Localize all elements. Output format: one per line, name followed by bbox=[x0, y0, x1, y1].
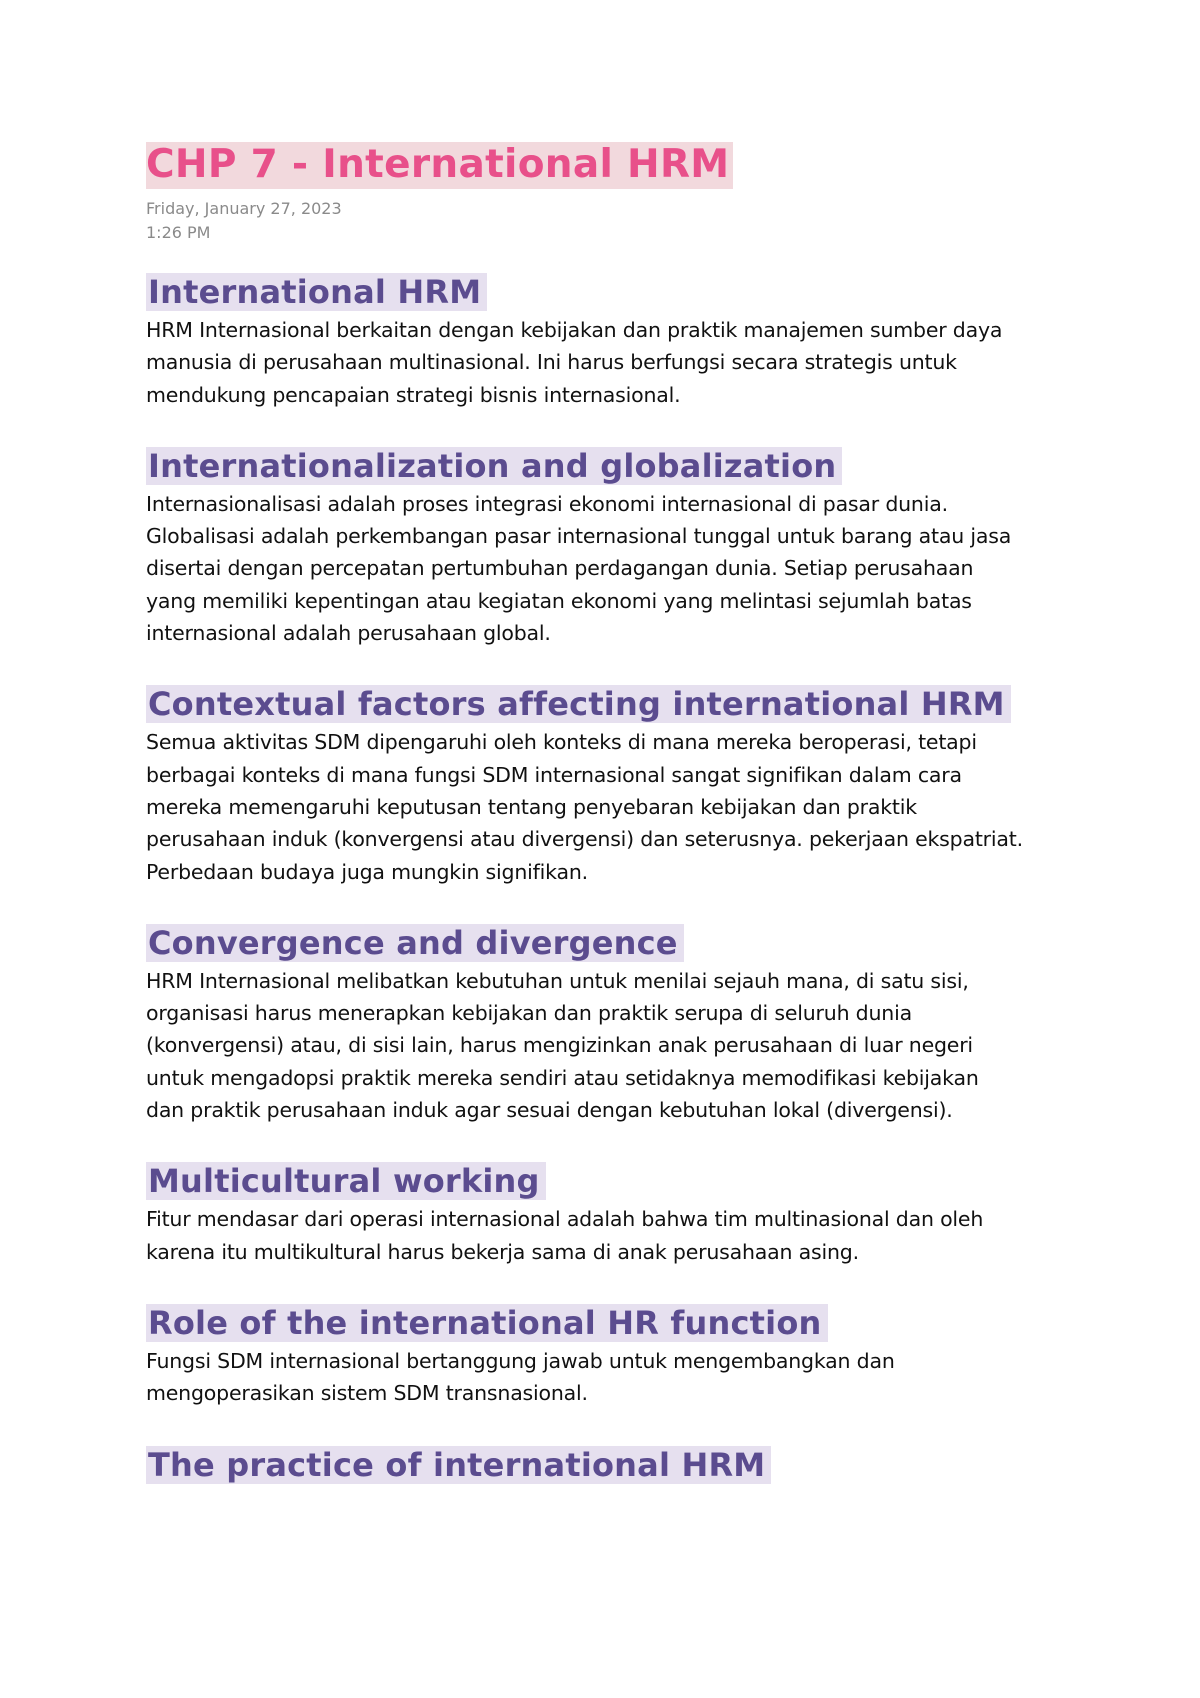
section-heading[interactable]: International HRM bbox=[146, 273, 487, 311]
section-heading[interactable]: Internationalization and globalization bbox=[146, 447, 842, 485]
paragraph-line: berbagai konteks di mana fungsi SDM internasional sangat signifikan dalam cara bbox=[146, 762, 962, 787]
paragraph-line: untuk mengadopsi praktik mereka sendiri atau setidaknya memodifikasi kebijakan bbox=[146, 1065, 979, 1090]
paragraph-line: dan praktik perusahaan induk agar sesuai dengan kebutuhan lokal (divergensi). bbox=[146, 1098, 953, 1123]
paragraph-line: yang memiliki kepentingan atau kegiatan ekonomi yang melintasi sejumlah batas bbox=[146, 588, 972, 613]
paragraph-line: Perbedaan budaya juga mungkin signifikan. bbox=[146, 859, 588, 884]
section-paragraph[interactable] bbox=[146, 965, 1086, 1126]
note-metadata bbox=[146, 197, 1086, 245]
note-date: Friday, January 27, 2023 bbox=[146, 199, 342, 218]
paragraph-line: Semua aktivitas SDM dipengaruhi oleh konteks di mana mereka beroperasi, tetapi bbox=[146, 730, 977, 755]
section-role-hr-function bbox=[146, 1304, 1086, 1410]
section-internationalization-globalization bbox=[146, 447, 1086, 649]
section-international-hrm bbox=[146, 273, 1086, 411]
section-heading[interactable]: Contextual factors affecting international HRM bbox=[146, 685, 1011, 723]
paragraph-line: manusia di perusahaan multinasional. Ini harus berfungsi secara strategis untuk bbox=[146, 350, 957, 375]
note-time: 1:26 PM bbox=[146, 223, 211, 242]
paragraph-line: Internasionalisasi adalah proses integrasi ekonomi internasional di pasar dunia. bbox=[146, 491, 948, 516]
section-contextual-factors bbox=[146, 685, 1086, 887]
note-page bbox=[146, 142, 1086, 1484]
paragraph-line: Globalisasi adalah perkembangan pasar internasional tunggal untuk barang atau jasa bbox=[146, 524, 1012, 549]
section-heading[interactable]: Convergence and divergence bbox=[146, 924, 684, 962]
section-multicultural-working bbox=[146, 1162, 1086, 1268]
paragraph-line: internasional adalah perusahaan global. bbox=[146, 621, 551, 646]
paragraph-line: mendukung pencapaian strategi bisnis internasional. bbox=[146, 382, 681, 407]
section-paragraph[interactable] bbox=[146, 726, 1086, 887]
paragraph-line: HRM Internasional berkaitan dengan kebijakan dan praktik manajemen sumber daya bbox=[146, 318, 1003, 342]
section-paragraph[interactable] bbox=[146, 1345, 1086, 1410]
paragraph-line: disertai dengan percepatan pertumbuhan perdagangan dunia. Setiap perusahaan bbox=[146, 556, 974, 581]
section-heading[interactable]: The practice of international HRM bbox=[146, 1446, 771, 1484]
page-title[interactable]: CHP 7 - International HRM bbox=[146, 142, 733, 189]
section-convergence-divergence bbox=[146, 924, 1086, 1126]
section-paragraph[interactable] bbox=[146, 488, 1086, 649]
title-block bbox=[146, 142, 1086, 189]
paragraph-line: HRM Internasional melibatkan kebutuhan untuk menilai sejauh mana, di satu sisi, bbox=[146, 968, 969, 993]
paragraph-line: karena itu multikultural harus bekerja sama di anak perusahaan asing. bbox=[146, 1239, 859, 1264]
section-practice-international-hrm bbox=[146, 1446, 1086, 1484]
paragraph-line: Fungsi SDM internasional bertanggung jawab untuk mengembangkan dan bbox=[146, 1348, 895, 1373]
paragraph-line: mengoperasikan sistem SDM transnasional. bbox=[146, 1381, 588, 1406]
section-paragraph[interactable] bbox=[146, 1203, 1086, 1268]
section-heading[interactable]: Multicultural working bbox=[146, 1162, 546, 1200]
paragraph-line: Fitur mendasar dari operasi internasional adalah bahwa tim multinasional dan oleh bbox=[146, 1207, 984, 1232]
paragraph-line: organisasi harus menerapkan kebijakan dan praktik serupa di seluruh dunia bbox=[146, 1001, 912, 1026]
paragraph-line: perusahaan induk (konvergensi atau divergensi) dan seterusnya. pekerjaan ekspatriat. bbox=[146, 827, 1023, 852]
paragraph-line: (konvergensi) atau, di sisi lain, harus mengizinkan anak perusahaan di luar negeri bbox=[146, 1033, 973, 1058]
section-heading[interactable]: Role of the international HR function bbox=[146, 1304, 828, 1342]
paragraph-line: mereka memengaruhi keputusan tentang penyebaran kebijakan dan praktik bbox=[146, 794, 917, 819]
section-paragraph[interactable] bbox=[146, 314, 1086, 411]
